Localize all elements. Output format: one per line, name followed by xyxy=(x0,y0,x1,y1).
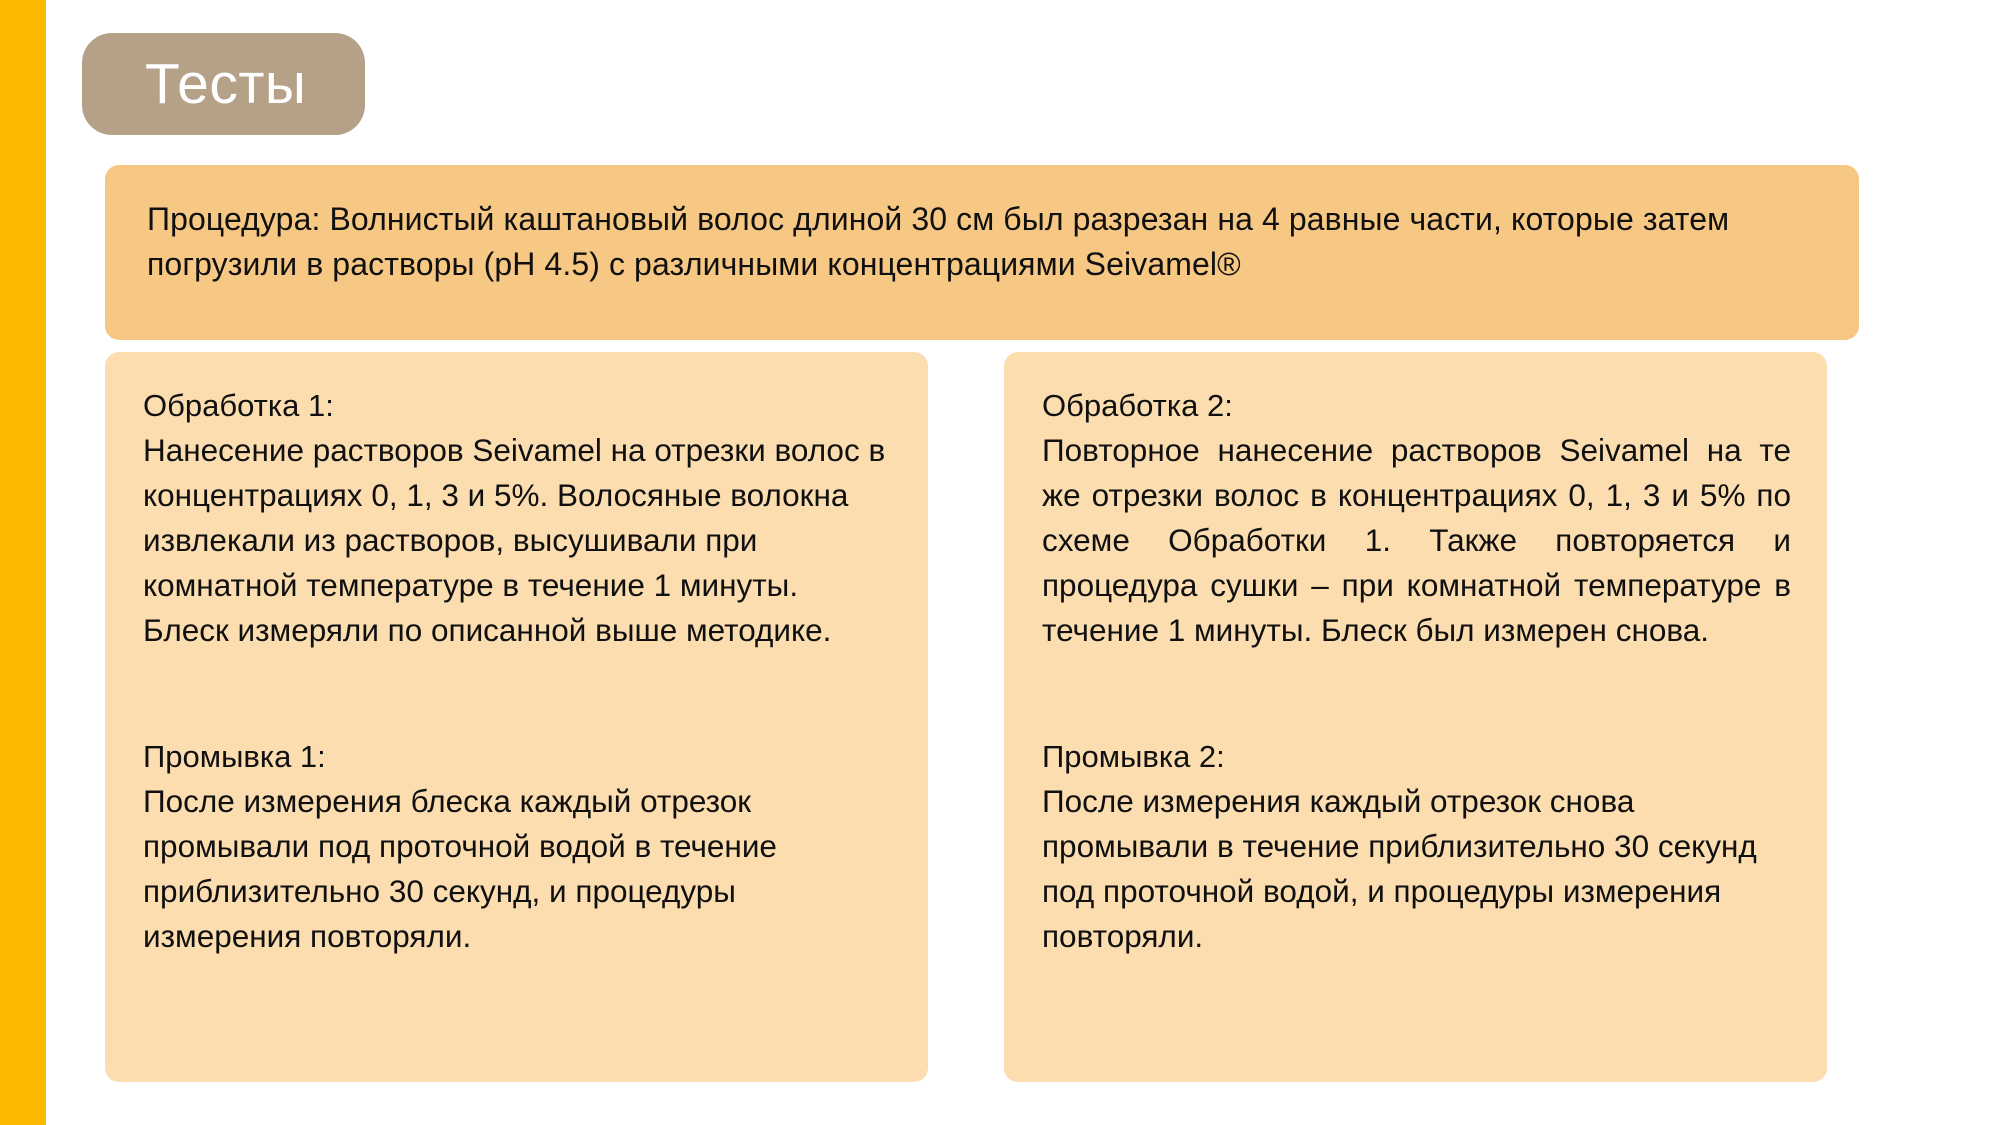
wash-2-text: После измерения каждый отрезок снова промывали в течение приблизительно 30 секунд под проточной водой, и процедуры измерения повторяли. xyxy=(1042,783,1757,955)
treatment-2-label: Обработка 2: xyxy=(1042,388,1233,423)
treatment-2-text: Повторное нанесение растворов Seivamel на те же отрезки волос в концентрациях 0, 1, 3 и 5% по схеме Обработки 1. Также повторяется и процедура сушки – при комнатной температуре в течение 1 минуты. Блеск был измерен снова. xyxy=(1042,432,1791,649)
treatment-1-text: Нанесение растворов Seivamel на отрезки волос в концентрациях 0, 1, 3 и 5%. Волосяные волокна извлекали из растворов, высушивали при комнатной температуре в течение 1 минуты. Блеск измеряли по описанной выше методике. xyxy=(143,432,886,649)
procedure-box xyxy=(105,165,1859,340)
wash-1-label: Промывка 1: xyxy=(143,739,326,775)
title-pill xyxy=(82,33,365,135)
cards-container xyxy=(105,352,1859,1082)
treatment-1-label: Обработка 1: xyxy=(143,388,334,423)
treatment-card-1 xyxy=(105,352,928,1082)
wash-1-text: После измерения блеска каждый отрезок промывали под проточной водой в течение приблизительно 30 секунд, и процедуры измерения повторяли. xyxy=(143,783,777,955)
spacer xyxy=(143,653,892,735)
procedure-text: Процедура: Волнистый каштановый волос длиной 30 см был разрезан на 4 равные части, которые затем погрузили в растворы (pH 4.5) с различными концентрациями Seivamel® xyxy=(147,201,1730,283)
wash-2-label: Промывка 2: xyxy=(1042,739,1225,775)
accent-bar xyxy=(0,0,46,1125)
treatment-card-2 xyxy=(1004,352,1827,1082)
page-title: Тесты xyxy=(145,51,307,116)
spacer xyxy=(1042,653,1791,735)
